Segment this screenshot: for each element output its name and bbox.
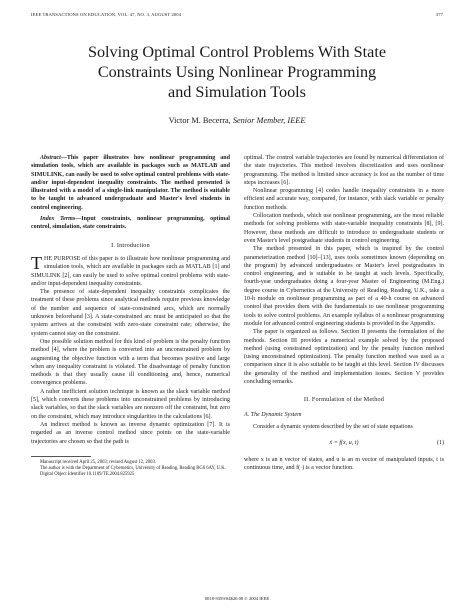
paragraph-text: HE PURPOSE of this paper is to illustrate how nonlinear programming and simulation tools, which are available in packages such as MATLAB [1] and SIMULINK [2], can easily be used to solve optimal control problems with state- and/or input-dependent inequality constraints. [31,255,230,287]
intro-paragraph-4: A rather inefficient solution technique is known as the slack variable method [5], which converts these problems into unconstrained problems by introducing slack variables, so that the slack variables are nonzero off the constraint, but zero on the constraint, which may introduce singularities in the calculations [6]. [31,388,230,420]
equation [244,439,444,447]
page-number: 377 [435,12,443,17]
paragraph: Consider a dynamic system described by the set of state equations [253,423,413,430]
index-terms [31,215,230,232]
paragraph: Collocation methods, which use nonlinear programming, are the most reliable methods for solving problems with state-variable inequality constraints [8], [9]. However, these methods are difficult to introduce to undergraduate students or even Master's level postgraduate students in control engineering. [244,213,444,244]
section-heading: II. Formulation of the Method [303,396,385,404]
intro-paragraph-2: The presence of state-dependent inequality constraints complicates the treatment of these problems since analytical methods require previous knowledge of the number and sequence of state-constrained arcs, which are normally unknown beforehand [3]. A state-constrained arc must be anticipated so that the system arrives at the constraint with zero-state constraint rate; otherwise, the system cannot stay on the constraint. [31,289,230,337]
title-line: and Simulation Tools [168,83,306,101]
paragraph: optimal. The control variable trajectories are found by numerical differentiation of the state trajectories. This method involves discretization and uses nonlinear programming. The method is limited since accuracy is lost as the number of time steps increases [6]. [244,155,444,186]
author-title: Senior Member, IEEE [230,116,306,125]
right-column [244,154,444,472]
title-line: Solving Optimal Control Problems With State [87,43,387,61]
equation-body: ẋ = f(x, u, t) [329,440,359,447]
author-line [40,116,434,125]
paragraph: Nonlinear programming [4] codes handle inequality constraints in a more efficient and accurate way, compared, for instance, with slack variable or penalty function methods. [244,188,444,211]
footnote-rule [31,456,91,457]
index-terms-lead: Index Terms [40,216,76,223]
footnote: Digital Object Identifier 10.1109/TE.2004.825925 [40,472,135,478]
title-line: Constraints Using Nonlinear Programming [97,63,377,81]
equation-number: (1) [436,440,444,447]
paragraph: where x is an n vector of states, and u is an m vector of manipulated inputs, t is continuous time, and f(·) is a vector function. [244,456,444,471]
running-head [31,12,443,17]
author-name: Victor M. Becerra, [168,116,231,125]
left-column [31,154,230,478]
intro-paragraph-5: An indirect method is known as inverse dynamic optimization [7]. It is regarded as an inverse control method since points on the state-variable trajectories are chosen so that the path is [31,421,230,445]
intro-paragraph-1 [31,252,230,288]
subsection-heading: A. The Dynamic System [244,411,302,418]
abstract-text: —This paper illustrates how nonlinear programming and simulation tools, which are available in packages such as MATLAB and SIMULINK, can easily be used to solve optimal control problems with state- and/or input-dependent inequality constraints. The method presented is illustrated with a model of a single-link manipulator. The method is suitable to be taught to advanced undergraduate and Master's level students in control engineering. [31,155,230,211]
footnote: Manuscript received April 25, 2003; revised August 12, 2003. [40,459,156,465]
index-terms-text: —Input constraints, nonlinear programming, optimal control, simulation, state constraints. [31,216,230,231]
footnote: The author is with the Department of Cybernetics, University of Reading, Reading RG6 6AY, U.K. [40,466,226,471]
drop-cap: T [31,252,42,273]
paper-title [40,42,434,102]
section-heading: I. Introduction [111,241,150,249]
footnotes [31,460,230,479]
copyright-footer: 0018-9359/04$20.00 © 2004 IEEE [204,596,270,601]
paragraph: The method presented in this paper, which is inspired by the control parameterization method [10]–[13], uses tools sometimes known (depending on the program) by advanced undergraduates or Master's level postgraduates in control engineering, and is suitable to be taught at such levels. Specifically, fourth-year undergraduates doing a four-year Master of Engineering (M.Eng.) degree course in Cybernetics at the University of Reading, Reading, U.K., take a 10-h module on nonlinear programming as part of a 40-h course on advanced control that provides them with the fundamentals to use nonlinear programming tools to solve control problems. An example syllabus of a nonlinear programming module for advanced control engineering students is provided in the Appendix. [244,246,444,327]
abstract [31,154,230,212]
paragraph: The paper is organized as follows. Section II presents the formulation of the methods. Section III provides a numerical example solved by the proposed method (using constrained optimization) and by the penalty function method (using unconstrained optimization). The penalty function method was used as a comparison since it is also suitable to be taught at this level. Section IV discusses the generality of the method and implementation issues. Section V provides concluding remarks. [244,329,444,386]
abstract-lead: Abstract [40,155,61,161]
journal-info: IEEE TRANSACTIONS ON EDUCATION, VOL. 47, NO. 3, AUGUST 2004 [31,12,182,17]
intro-paragraph-3: One possible solution method for this kind of problem is the penalty function method [4], where the problem is converted into an unconstrained problem by augmenting the objective function with a term that becomes positive and large when any inequality constraint is violated. The disadvantage of penalty function methods is that they usually cause ill conditioning and, hence, numerical convergence problems. [31,338,230,387]
